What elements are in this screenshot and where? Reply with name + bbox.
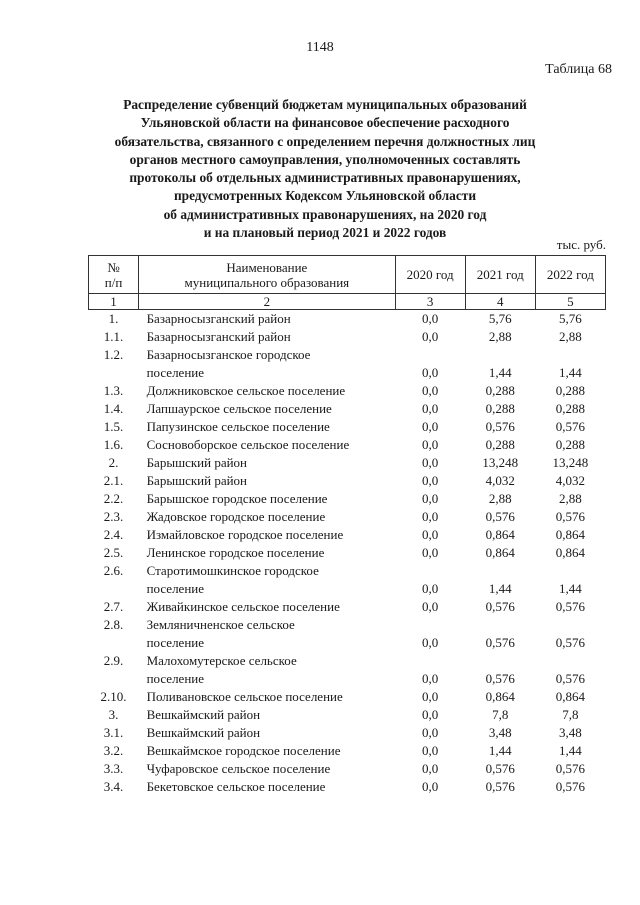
municipality-name-line: Старотимошкинское городское	[146, 563, 319, 578]
value-2022: 3,48	[559, 725, 582, 740]
row-number: 1.3.	[103, 383, 124, 398]
table-row	[89, 598, 606, 616]
value-2020: 0,0	[422, 635, 439, 650]
document-title	[60, 96, 590, 242]
value-2021: 0,576	[485, 599, 515, 614]
table-row	[89, 490, 606, 508]
municipality-name	[139, 760, 395, 778]
value-2020: 0,0	[422, 473, 439, 488]
value-2021: 13,248	[482, 455, 519, 470]
value-2021: 3,48	[488, 725, 512, 740]
value-2022: 1,44	[559, 581, 582, 596]
value-2020: 0,0	[422, 455, 439, 470]
municipality-name	[139, 652, 395, 688]
table-row	[89, 418, 606, 436]
title-line: Ульяновской области на финансовое обеспечение расходного	[140, 115, 510, 131]
value-2021: 0,864	[485, 545, 515, 560]
table-row	[89, 706, 606, 724]
table-row	[89, 454, 606, 472]
value-2021: 7,8	[492, 707, 509, 722]
value-2020: 0,0	[422, 707, 439, 722]
row-number: 2.9.	[103, 653, 124, 668]
table-body	[89, 310, 606, 797]
value-2022: 0,576	[555, 509, 586, 524]
value-2020: 0,0	[422, 761, 439, 776]
value-2020: 0,0	[422, 419, 439, 434]
municipality-name	[139, 724, 395, 742]
municipality-name-line: Малохомутерское сельское	[146, 653, 297, 668]
municipality-name-line: Поливановское сельское поселение	[146, 689, 343, 704]
title-line: Распределение субвенций бюджетам муниципальных образований	[123, 97, 527, 112]
municipality-name-line: Измайловское городское поселение	[146, 527, 344, 542]
municipality-name-line: Барышское городское поселение	[146, 491, 328, 506]
value-2020: 0,0	[422, 509, 439, 524]
municipality-name	[139, 706, 395, 724]
row-number: 2.3.	[103, 509, 124, 524]
municipality-name-line: поселение	[146, 581, 205, 596]
table-row	[89, 544, 606, 562]
value-2022: 0,864	[555, 545, 586, 560]
value-2020: 0,0	[422, 365, 439, 380]
row-number: 2.8.	[103, 617, 124, 632]
municipality-name	[139, 688, 395, 706]
table-row	[89, 310, 606, 329]
municipality-name	[139, 382, 395, 400]
row-number: 3.4.	[103, 779, 124, 794]
municipality-name-line: Вешкаймский район	[146, 707, 261, 722]
municipality-name-line: Базарносызганский район	[146, 329, 291, 344]
row-number: 3.1.	[103, 725, 124, 740]
table-row	[89, 400, 606, 418]
column-index-row	[89, 294, 606, 310]
value-2022: 0,288	[555, 401, 586, 416]
value-2022: 1,44	[559, 743, 582, 758]
row-number: 2.6.	[103, 563, 124, 578]
municipality-name-line: поселение	[146, 671, 205, 686]
row-number: 2.2.	[103, 491, 124, 506]
municipality-name-line: Земляничненское сельское	[146, 617, 295, 632]
value-2022: 0,576	[555, 635, 586, 650]
column-index: 3	[395, 294, 465, 310]
row-number: 2.	[108, 455, 119, 470]
value-2020: 0,0	[422, 779, 439, 794]
value-2020: 0,0	[422, 437, 439, 452]
row-number: 1.2.	[103, 347, 124, 362]
row-number: 1.6.	[103, 437, 124, 452]
row-number: 2.5.	[103, 545, 124, 560]
title-line: предусмотренных Кодексом Ульяновской области	[173, 188, 477, 204]
value-2021: 0,288	[485, 383, 515, 398]
value-2022: 0,288	[555, 383, 586, 398]
table-row	[89, 724, 606, 742]
value-2022: 0,576	[555, 419, 586, 434]
value-2022: 4,032	[555, 473, 586, 488]
title-line: обязательства, связанного с определением перечня должностных лиц	[114, 133, 536, 149]
title-line: протоколы об отдельных административных правонарушениях,	[129, 170, 521, 186]
table-row	[89, 508, 606, 526]
header-2021: 2021 год	[465, 256, 535, 294]
value-2021: 1,44	[488, 743, 512, 758]
table-row	[89, 562, 606, 598]
value-2020: 0,0	[422, 527, 439, 542]
value-2022: 0,576	[555, 599, 586, 614]
column-index: 2	[139, 294, 395, 310]
value-2022: 0,576	[555, 671, 586, 686]
value-2021: 1,44	[488, 365, 512, 380]
municipality-name-line: Барышский район	[146, 473, 248, 488]
municipality-name-line: Базарносызганский район	[146, 311, 291, 326]
municipality-name	[139, 490, 395, 508]
municipality-name-line: поселение	[146, 635, 205, 650]
column-index: 4	[465, 294, 535, 310]
table-row	[89, 616, 606, 652]
title-line: об административных правонарушениях, на 2020 год	[163, 206, 487, 222]
municipality-name	[139, 616, 395, 652]
municipality-name-line: Базарносызганское городское	[146, 347, 311, 362]
value-2020: 0,0	[422, 599, 439, 614]
value-2022: 7,8	[562, 707, 579, 722]
table-row	[89, 382, 606, 400]
table-row	[89, 526, 606, 544]
row-number: 3.	[108, 707, 119, 722]
value-2022: 1,44	[559, 365, 582, 380]
table-row	[89, 742, 606, 760]
value-2022: 2,88	[559, 491, 582, 506]
table-row	[89, 346, 606, 382]
row-number: 1.4.	[103, 401, 124, 416]
table-row	[89, 328, 606, 346]
municipality-name-line: Сосновоборское сельское поселение	[146, 437, 350, 452]
value-2021: 2,88	[488, 491, 512, 506]
value-2020: 0,0	[422, 383, 439, 398]
value-2021: 0,288	[485, 401, 515, 416]
municipality-name	[139, 508, 395, 526]
municipality-name-line: Должниковское сельское поселение	[146, 383, 346, 398]
municipality-name-line: Живайкинское сельское поселение	[146, 599, 340, 614]
municipality-name-line: Вешкаймское городское поселение	[146, 743, 341, 758]
value-2021: 0,576	[485, 419, 515, 434]
table-row	[89, 778, 606, 796]
row-number: 2.1.	[103, 473, 124, 488]
value-2021: 0,864	[485, 689, 515, 704]
row-number: 2.4.	[103, 527, 124, 542]
municipality-name	[139, 472, 395, 490]
table-row	[89, 688, 606, 706]
value-2020: 0,0	[422, 401, 439, 416]
value-2020: 0,0	[422, 689, 439, 704]
page-number: 1148	[306, 40, 334, 55]
municipality-name-line: Вешкаймский район	[146, 725, 261, 740]
header-municipality: Наименование муниципального образования	[139, 256, 395, 294]
value-2021: 0,864	[485, 527, 515, 542]
value-2020: 0,0	[422, 545, 439, 560]
municipality-name	[139, 454, 395, 472]
municipality-name-line: Лапшаурское сельское поселение	[146, 401, 332, 416]
municipality-name-line: Папузинское сельское поселение	[146, 419, 330, 434]
value-2022: 0,864	[555, 527, 586, 542]
table-label: Таблица 68	[545, 62, 612, 77]
municipality-name	[139, 328, 395, 346]
value-2022: 5,76	[559, 311, 582, 326]
value-2022: 2,88	[559, 329, 582, 344]
municipality-name	[139, 400, 395, 418]
value-2021: 2,88	[488, 329, 512, 344]
value-2020: 0,0	[422, 581, 439, 596]
municipality-name	[139, 742, 395, 760]
value-2020: 0,0	[422, 743, 439, 758]
value-2021: 0,288	[485, 437, 515, 452]
header-2020: 2020 год	[395, 256, 465, 294]
municipality-name-line: Жадовское городское поселение	[146, 509, 326, 524]
header-2022: 2022 год	[535, 256, 605, 294]
municipality-name-line: Бекетовское сельское поселение	[146, 779, 326, 794]
municipality-name	[139, 310, 395, 329]
value-2022: 13,248	[552, 455, 589, 470]
row-number: 2.10.	[100, 689, 127, 704]
table-row	[89, 652, 606, 688]
municipality-name-line: Чуфаровское сельское поселение	[146, 761, 331, 776]
table-header-row	[89, 256, 606, 294]
row-number: 1.	[108, 311, 119, 326]
value-2021: 0,576	[485, 509, 515, 524]
value-2022: 0,576	[555, 779, 586, 794]
column-index: 1	[89, 294, 139, 310]
row-number: 1.5.	[103, 419, 124, 434]
column-index: 5	[535, 294, 605, 310]
municipality-name	[139, 598, 395, 616]
municipality-name	[139, 418, 395, 436]
row-number: 3.3.	[103, 761, 124, 776]
municipality-name	[139, 778, 395, 796]
value-2021: 5,76	[488, 311, 512, 326]
municipality-name	[139, 562, 395, 598]
value-2020: 0,0	[422, 671, 439, 686]
value-2021: 0,576	[485, 671, 515, 686]
value-2022: 0,576	[555, 761, 586, 776]
header-number: № п/п	[89, 256, 139, 294]
value-2022: 0,864	[555, 689, 586, 704]
row-number: 2.7.	[103, 599, 124, 614]
value-2021: 0,576	[485, 779, 515, 794]
table-row	[89, 436, 606, 454]
value-2021: 0,576	[485, 761, 515, 776]
value-2020: 0,0	[422, 329, 439, 344]
value-2021: 0,576	[485, 635, 515, 650]
title-line: и на плановый период 2021 и 2022 годов	[203, 225, 447, 241]
table-row	[89, 472, 606, 490]
value-2020: 0,0	[422, 725, 439, 740]
table-row	[89, 760, 606, 778]
municipality-name	[139, 436, 395, 454]
units-label: тыс. руб.	[556, 237, 606, 252]
subvention-table	[88, 255, 606, 796]
municipality-name	[139, 544, 395, 562]
title-line: органов местного самоуправления, уполномоченных составлять	[129, 151, 521, 167]
municipality-name-line: Ленинское городское поселение	[146, 545, 325, 560]
value-2020: 0,0	[422, 311, 439, 326]
value-2020: 0,0	[422, 491, 439, 506]
value-2021: 4,032	[485, 473, 515, 488]
row-number: 1.1.	[103, 329, 124, 344]
municipality-name-line: Барышский район	[146, 455, 248, 470]
municipality-name	[139, 526, 395, 544]
value-2021: 1,44	[488, 581, 512, 596]
value-2022: 0,288	[555, 437, 586, 452]
municipality-name	[139, 346, 395, 382]
row-number: 3.2.	[103, 743, 124, 758]
municipality-name-line: поселение	[146, 365, 205, 380]
